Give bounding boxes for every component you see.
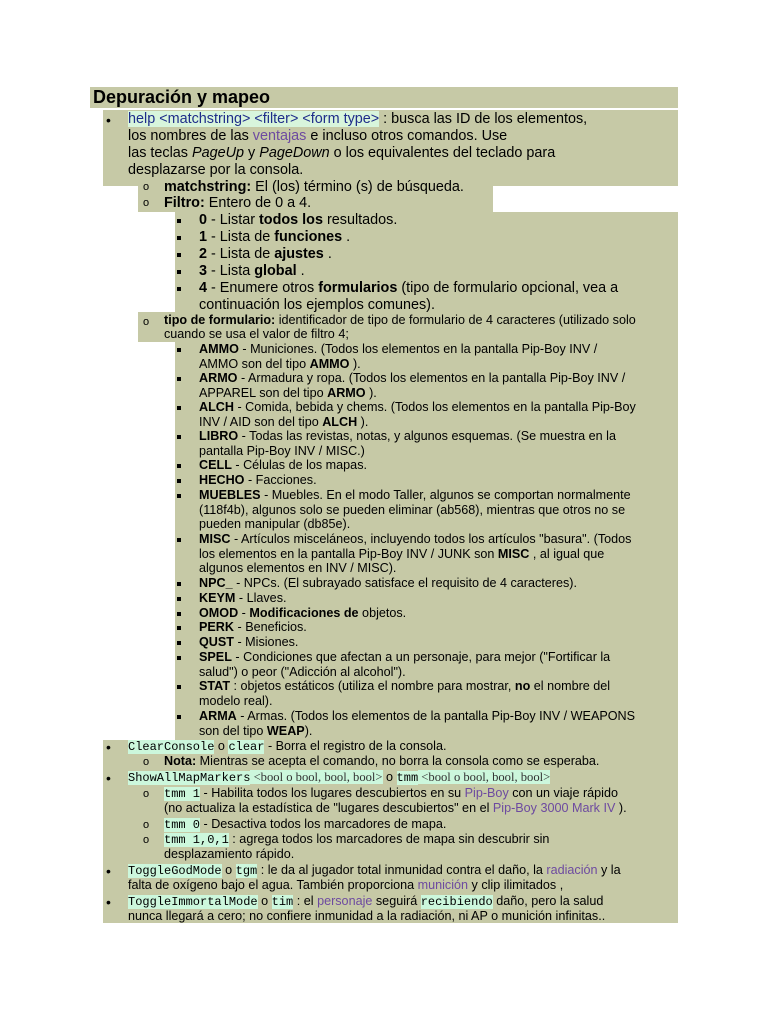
square-bullet: [177, 270, 181, 274]
tmm-item-cont: (no actualiza la estadística de "lugares descubiertos" en el Pip-Boy 3000 Mark IV ).: [164, 801, 627, 815]
filter-item-cont: continuación los ejemplos comunes).: [199, 297, 435, 313]
square-bullet: [177, 253, 181, 257]
filter-item: 0 - Listar todos los resultados.: [199, 212, 398, 228]
tmm-command: tmm: [396, 771, 419, 785]
form-type-item: HECHO - Facciones.: [199, 473, 317, 487]
circle-bullet: o: [143, 197, 150, 209]
form-type-item: PERK - Beneficios.: [199, 620, 307, 634]
form-type-item: KEYM - Llaves.: [199, 591, 287, 605]
bullet: •: [106, 863, 111, 879]
showallmapmarkers-item: ShowAllMapMarkers <bool o bool, bool, bool> o tmm <bool o bool, bool, bool>: [128, 770, 551, 785]
personaje-link[interactable]: personaje: [317, 894, 373, 908]
form-type-item: ALCH - Comida, bebida y chems. (Todos los elementos en la pantalla Pip-Boy: [199, 400, 636, 414]
tmm-item: tmm 1,0,1 : agrega todos los marcadores de mapa sin descubrir sin: [164, 832, 550, 847]
square-bullet: [177, 538, 181, 542]
square-bullet: [177, 494, 181, 498]
filter-item: 3 - Lista global .: [199, 263, 305, 279]
tipo-item: tipo de formulario: identificador de tipo de formulario de 4 caracteres (utilizado solo: [164, 313, 636, 327]
toggleimmortalmode-command: ToggleImmortalMode: [128, 895, 258, 909]
square-bullet: [177, 641, 181, 645]
radiacion-link[interactable]: radiación: [546, 863, 598, 877]
bullet: •: [106, 770, 111, 786]
form-type-cont: los elementos en la pantalla Pip-Boy INV / JUNK son MISC , al igual que: [199, 547, 605, 561]
square-bullet: [177, 612, 181, 616]
filter-item: 1 - Lista de funciones .: [199, 229, 351, 245]
square-bullet: [177, 715, 181, 719]
togglegodmode-command: ToggleGodMode: [128, 864, 222, 878]
tmm-item: tmm 1 - Habilita todos los lugares descubiertos en su Pip-Boy con un viaje rápido: [164, 786, 618, 801]
form-type-item: OMOD - Modificaciones de objetos.: [199, 606, 407, 620]
square-bullet: [177, 597, 181, 601]
form-type-cont: AMMO son del tipo AMMO ).: [199, 357, 361, 371]
filter-item: 2 - Lista de ajustes .: [199, 246, 332, 262]
square-bullet: [177, 656, 181, 660]
page-title: Depuración y mapeo: [90, 87, 678, 108]
form-type-item: NPC_ - NPCs. (El subrayado satisface el requisito de 4 caracteres).: [199, 576, 577, 590]
square-bullet: [177, 626, 181, 630]
circle-bullet: o: [143, 788, 150, 800]
ventajas-link[interactable]: ventajas: [252, 128, 307, 144]
filtro-item: Filtro: Entero de 0 a 4.: [164, 195, 312, 211]
form-type-cont: salud") o peor ("Adicción al alcohol").: [199, 665, 406, 679]
form-type-cont: pantalla Pip-Boy INV / MISC.): [199, 444, 365, 458]
form-type-item: QUST - Misiones.: [199, 635, 299, 649]
circle-bullet: o: [143, 756, 150, 768]
form-type-cont: APPAREL son del tipo ARMO ).: [199, 386, 377, 400]
immortalmode-item: ToggleImmortalMode o tim : el personaje seguirá recibiendo daño, pero la salud: [128, 894, 604, 909]
form-type-item: MUEBLES - Muebles. En el modo Taller, algunos se comportan normalmente: [199, 488, 631, 502]
tim-command: tim: [271, 895, 294, 909]
circle-bullet: o: [143, 834, 150, 846]
form-type-item: CELL - Células de los mapas.: [199, 458, 367, 472]
municion-link[interactable]: munición: [417, 878, 469, 892]
square-bullet: [177, 406, 181, 410]
godmode-item: ToggleGodMode o tgm : le da al jugador total inmunidad contra el daño, la radiación y la: [128, 863, 621, 878]
circle-bullet: o: [143, 181, 150, 193]
bullet: •: [106, 894, 111, 910]
form-type-cont: son del tipo WEAP).: [199, 724, 313, 738]
form-type-item: AMMO - Municiones. (Todos los elementos en la pantalla Pip-Boy INV /: [199, 342, 598, 356]
help-line-1: help <matchstring> <filter> <form type> : busca las ID de los elementos,: [128, 111, 588, 127]
bullet: •: [106, 739, 111, 755]
help-line-2: los nombres de las ventajas e incluso otros comandos. Use: [128, 128, 508, 144]
form-type-cont: pueden manipular (db85e).: [199, 517, 351, 531]
square-bullet: [177, 582, 181, 586]
help-command: help <matchstring> <filter> <form type>: [128, 111, 380, 127]
clear-command: clear: [228, 740, 265, 754]
filter-item: 4 - Enumere otros formularios (tipo de formulario opcional, vea a: [199, 280, 619, 296]
showallmapmarkers-command: ShowAllMapMarkers: [128, 771, 251, 785]
tmm-item: tmm 0 - Desactiva todos los marcadores de mapa.: [164, 817, 447, 832]
form-type-cont: algunos elementos en INV / MISC).: [199, 561, 397, 575]
square-bullet: [177, 219, 181, 223]
square-bullet: [177, 464, 181, 468]
form-type-cont: modelo real).: [199, 694, 273, 708]
clearconsole-command: ClearConsole: [128, 740, 215, 754]
form-type-item: SPEL - Condiciones que afectan a un personaje, para mejor ("Fortificar la: [199, 650, 611, 664]
clear-console-item: ClearConsole o clear - Borra el registro de la consola.: [128, 739, 447, 754]
square-bullet: [177, 236, 181, 240]
square-bullet: [177, 435, 181, 439]
pip-boy-link[interactable]: Pip-Boy: [464, 786, 509, 800]
form-type-item: ARMO - Armadura y ropa. (Todos los elementos en la pantalla Pip-Boy INV /: [199, 371, 626, 385]
form-type-cont: (118f4b), algunos solo se pueden eliminar (ab568), mientras que otros no se: [199, 503, 626, 517]
form-type-item: STAT : objetos estáticos (utiliza el nombre para mostrar, no el nombre del: [199, 679, 611, 693]
godmode-item-cont: falta de oxígeno bajo el agua. También proporciona munición y clip ilimitados ,: [128, 878, 564, 892]
square-bullet: [177, 685, 181, 689]
tipo-item-cont: cuando se usa el valor de filtro 4;: [164, 327, 349, 341]
circle-bullet: o: [143, 316, 150, 328]
square-bullet: [177, 287, 181, 291]
immortalmode-item-cont: nunca llegará a cero; no confiere inmunidad a la radiación, ni AP o munición infinitas..: [128, 909, 606, 923]
nota-item: Nota: Mientras se acepta el comando, no borra la consola como se esperaba.: [164, 754, 600, 768]
form-type-item: LIBRO - Todas las revistas, notas, y algunos esquemas. (Se muestra en la: [199, 429, 616, 443]
matchstring-item: matchstring: El (los) término (s) de búsqueda.: [164, 179, 464, 195]
form-type-item: MISC - Artículos misceláneos, incluyendo todos los artículos "basura". (Todos: [199, 532, 632, 546]
square-bullet: [177, 377, 181, 381]
pip-boy-3000-link[interactable]: Pip-Boy 3000 Mark IV: [492, 801, 616, 815]
form-type-item: ARMA - Armas. (Todos los elementos de la pantalla Pip-Boy INV / WEAPONS: [199, 709, 636, 723]
circle-bullet: o: [143, 819, 150, 831]
help-line-4: desplazarse por la consola.: [128, 162, 304, 178]
tmm-item-cont: desplazamiento rápido.: [164, 847, 295, 861]
help-line-3: las teclas PageUp y PageDown o los equivalentes del teclado para: [128, 145, 556, 161]
bullet: •: [106, 112, 111, 128]
tgm-command: tgm: [235, 864, 258, 878]
form-type-cont: INV / AID son del tipo ALCH ).: [199, 415, 369, 429]
square-bullet: [177, 479, 181, 483]
square-bullet: [177, 348, 181, 352]
